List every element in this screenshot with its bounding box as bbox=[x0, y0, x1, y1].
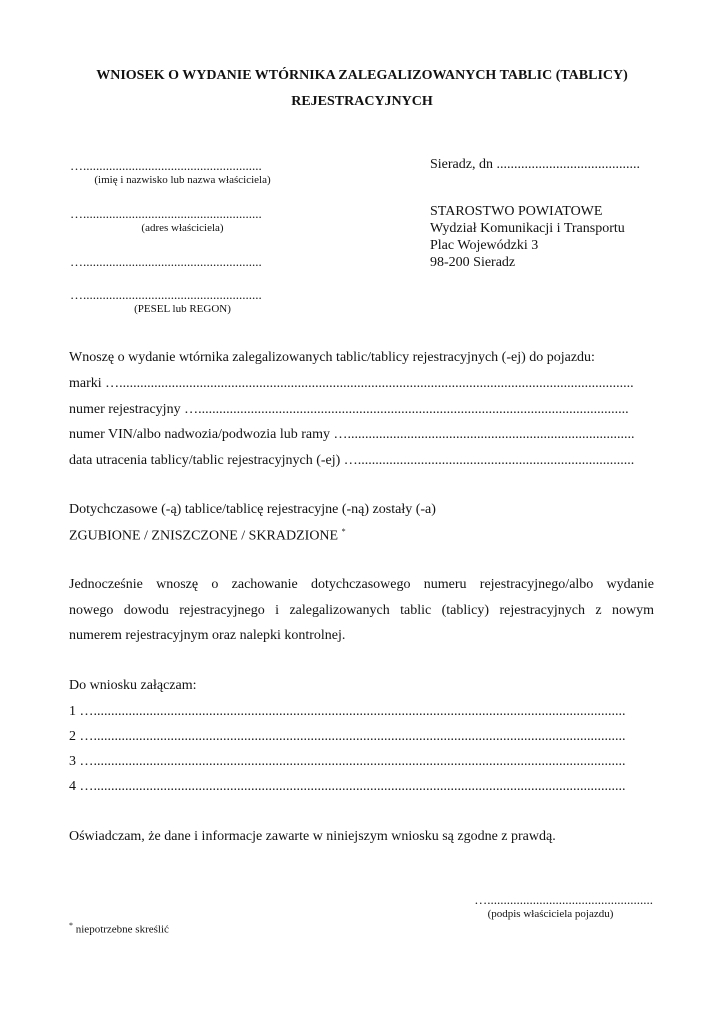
signature-caption: (podpis właściciela pojazdu) bbox=[487, 908, 614, 920]
loss-statement: Dotychczasowe (-ą) tablice/tablicę rejestracyjne (-ną) zostały (-a) bbox=[69, 502, 436, 517]
owner-address-field-2[interactable]: …....................................................... bbox=[70, 254, 262, 269]
retain-request-line-2: nowego dowodu rejestracyjnego i zalegalizowanych tablic (tablicy) rejestracyjnych z nowym bbox=[69, 603, 654, 618]
declaration: Oświadczam, że dane i informacje zawarte w niniejszym wniosku są zgodne z prawdą. bbox=[69, 829, 556, 844]
attachment-field-4[interactable]: 4 …........................................................................................................................................................ bbox=[69, 779, 626, 794]
vehicle-make-field[interactable]: marki …................................................................................................................................................... bbox=[69, 376, 634, 391]
owner-name-field[interactable]: …....................................................... bbox=[70, 158, 262, 173]
signature-field[interactable]: …................................................... bbox=[474, 892, 653, 907]
attachment-field-3[interactable]: 3 …........................................................................................................................................................ bbox=[69, 754, 626, 769]
footnote-text: niepotrzebne skreślić bbox=[75, 923, 169, 936]
form-title-line-1: WNIOSEK O WYDANIE WTÓRNIKA ZALEGALIZOWANYCH TABLIC (TABLICY) bbox=[96, 68, 628, 83]
loss-options-asterisk: * bbox=[341, 527, 346, 536]
retain-request-line-3: numerem rejestracyjnym oraz nalepki kontrolnej. bbox=[69, 628, 346, 643]
owner-address-caption: (adres właściciela) bbox=[141, 222, 224, 234]
addressee-line-2: Wydział Komunikacji i Transportu bbox=[430, 221, 625, 236]
registration-number-field[interactable]: numer rejestracyjny …........................................................................................................................... bbox=[69, 402, 629, 417]
loss-options-text: ZGUBIONE / ZNISZCZONE / SKRADZIONE bbox=[69, 528, 339, 544]
owner-name-caption: (imię i nazwisko lub nazwa właściciela) bbox=[94, 174, 271, 186]
addressee-line-1: STAROSTWO POWIATOWE bbox=[430, 204, 603, 219]
footnote-asterisk: * bbox=[69, 921, 73, 930]
addressee-line-3: Plac Wojewódzki 3 bbox=[430, 238, 539, 253]
loss-options bbox=[69, 527, 346, 545]
loss-date-field[interactable]: data utracenia tablicy/tablic rejestracyjnych (-ej) …............................................................................... bbox=[69, 453, 635, 468]
retain-request-line-1: Jednocześnie wnoszę o zachowanie dotychczasowego numeru rejestracyjnego/albo wydanie bbox=[69, 577, 654, 592]
form-title-line-2: REJESTRACYJNYCH bbox=[291, 94, 433, 109]
attachment-field-1[interactable]: 1 …........................................................................................................................................................ bbox=[69, 704, 626, 719]
addressee-line-4: 98-200 Sieradz bbox=[430, 255, 516, 270]
attachments-label: Do wniosku załączam: bbox=[69, 678, 197, 693]
owner-id-caption: (PESEL lub REGON) bbox=[134, 303, 231, 315]
owner-address-field[interactable]: …....................................................... bbox=[70, 206, 262, 221]
place-date-field[interactable]: Sieradz, dn ......................................... bbox=[430, 157, 640, 172]
footnote bbox=[69, 921, 169, 936]
request-intro: Wnoszę o wydanie wtórnika zalegalizowanych tablic/tablicy rejestracyjnych (-ej) do pojazdu: bbox=[69, 350, 595, 365]
owner-id-field[interactable]: …....................................................... bbox=[70, 287, 262, 302]
attachment-field-2[interactable]: 2 …........................................................................................................................................................ bbox=[69, 729, 626, 744]
vin-field[interactable]: numer VIN/albo nadwozia/podwozia lub ramy ….................................................................................. bbox=[69, 427, 635, 442]
